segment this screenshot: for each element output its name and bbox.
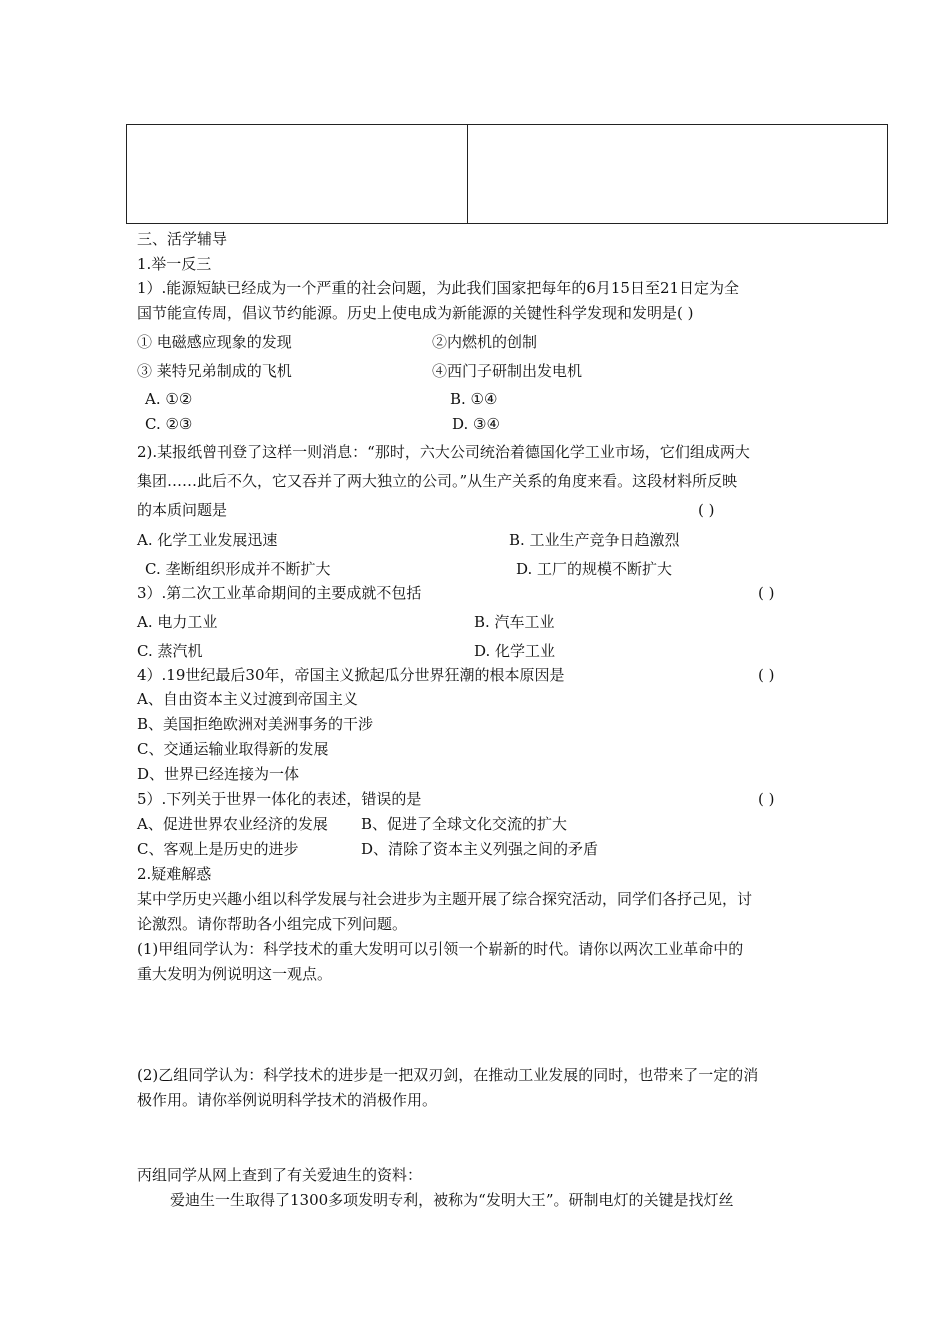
q1-option-b: B. ①④ bbox=[450, 390, 498, 408]
part2-line-1: (2)乙组同学认为：科学技术的进步是一把双刃剑，在推动工业发展的同时，也带来了一定的消 bbox=[137, 1066, 759, 1084]
q3-line-1: 3）.第二次工业革命期间的主要成就不包括 bbox=[137, 584, 422, 602]
q1-option-d: D. ③④ bbox=[452, 415, 500, 433]
q2-option-d: D. 工厂的规模不断扩大 bbox=[516, 560, 673, 578]
q5-option-b: B、促进了全球文化交流的扩大 bbox=[361, 815, 568, 833]
q3-option-d: D. 化学工业 bbox=[474, 642, 556, 660]
intro-line-2: 论激烈。请你帮助各小组完成下列问题。 bbox=[137, 915, 408, 933]
intro-line-1: 某中学历史兴趣小组以科学发展与社会进步为主题开展了综合探究活动，同学们各抒己见，讨 bbox=[137, 890, 753, 908]
q4-option-b: B、美国拒绝欧洲对美洲事务的干涉 bbox=[137, 715, 374, 733]
answer-table bbox=[126, 124, 888, 224]
q2-answer-bracket[interactable]: ( ) bbox=[698, 501, 715, 519]
q4-option-d: D、世界已经连接为一体 bbox=[137, 765, 300, 783]
q5-option-d: D、清除了资本主义列强之间的矛盾 bbox=[361, 840, 599, 858]
part3-line-2: 爱迪生一生取得了1300多项发明专利，被称为“发明大王”。研制电灯的关键是找灯丝 bbox=[170, 1191, 734, 1209]
q1-item-4: ④西门子研制出发电机 bbox=[432, 362, 583, 380]
q2-line-3: 的本质问题是 bbox=[137, 501, 228, 519]
subsection-title-1: 1.举一反三 bbox=[137, 255, 212, 273]
q2-line-1: 2).某报纸曾刊登了这样一则消息：“那时，六大公司统治着德国化学工业市场，它们组成两大 bbox=[137, 443, 750, 461]
q3-option-c: C. 蒸汽机 bbox=[137, 642, 203, 660]
q4-option-c: C、交通运输业取得新的发展 bbox=[137, 740, 329, 758]
q1-item-1: ① 电磁感应现象的发现 bbox=[137, 333, 292, 351]
q1-item-3: ③ 莱特兄弟制成的飞机 bbox=[137, 362, 292, 380]
q1-item-2: ②内燃机的创制 bbox=[432, 333, 538, 351]
part1-line-1: (1)甲组同学认为：科学技术的重大发明可以引领一个崭新的时代。请你以两次工业革命中的 bbox=[137, 940, 744, 958]
q3-option-b: B. 汽车工业 bbox=[474, 613, 555, 631]
table-divider bbox=[467, 125, 468, 223]
q2-option-a: A. 化学工业发展迅速 bbox=[137, 531, 278, 549]
q5-option-c: C、客观上是历史的进步 bbox=[137, 840, 299, 858]
q3-answer-bracket[interactable]: ( ) bbox=[758, 584, 775, 602]
section-title: 三、活学辅导 bbox=[137, 230, 228, 248]
q5-line-1: 5）.下列关于世界一体化的表述，错误的是 bbox=[137, 790, 422, 808]
q4-line-1: 4）.19世纪最后30年，帝国主义掀起瓜分世界狂潮的根本原因是 bbox=[137, 666, 565, 684]
q5-option-a: A、促进世界农业经济的发展 bbox=[137, 815, 328, 833]
q4-answer-bracket[interactable]: ( ) bbox=[758, 666, 775, 684]
q2-option-b: B. 工业生产竞争日趋激烈 bbox=[509, 531, 680, 549]
q1-line-1: 1）.能源短缺已经成为一个严重的社会问题，为此我们国家把每年的6月15日至21日定为全 bbox=[137, 279, 740, 297]
q5-answer-bracket[interactable]: ( ) bbox=[758, 790, 775, 808]
q1-option-c: C. ②③ bbox=[145, 415, 193, 433]
q3-option-a: A. 电力工业 bbox=[137, 613, 218, 631]
part1-line-2: 重大发明为例说明这一观点。 bbox=[137, 965, 333, 983]
q2-option-c: C. 垄断组织形成并不断扩大 bbox=[145, 560, 331, 578]
q1-line-2: 国节能宣传周，倡议节约能源。历史上使电成为新能源的关键性科学发现和发明是( ) bbox=[137, 304, 694, 322]
subsection-title-2: 2.疑难解惑 bbox=[137, 865, 212, 883]
part2-line-2: 极作用。请你举例说明科学技术的消极作用。 bbox=[137, 1091, 438, 1109]
q4-option-a: A、自由资本主义过渡到帝国主义 bbox=[137, 690, 358, 708]
part3-line-1: 丙组同学从网上查到了有关爱迪生的资料： bbox=[137, 1166, 423, 1184]
q2-line-2: 集团……此后不久，它又吞并了两大独立的公司。”从生产关系的角度来看。这段材料所反映 bbox=[137, 472, 738, 490]
q1-option-a: A. ①② bbox=[145, 390, 193, 408]
